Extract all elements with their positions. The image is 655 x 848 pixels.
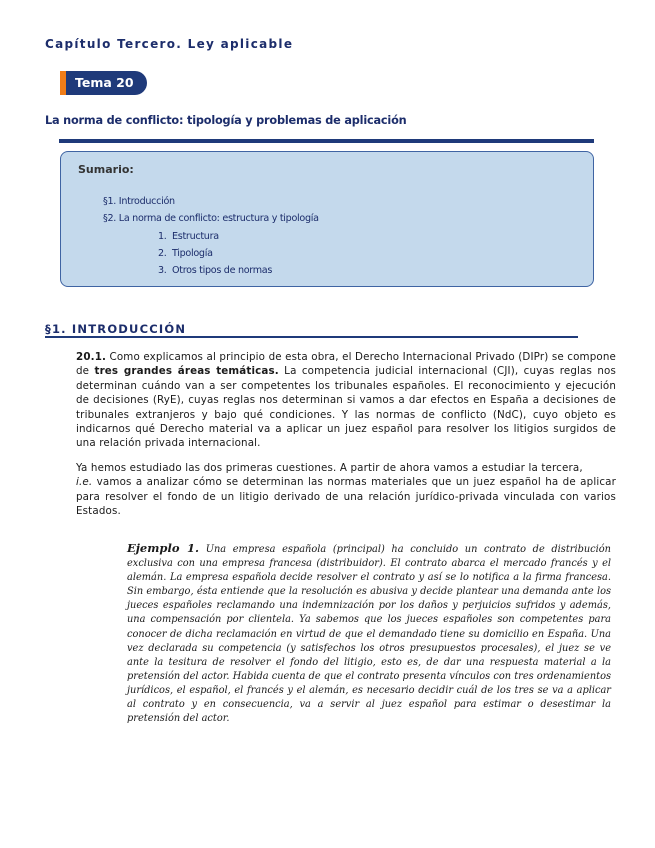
example-1: [127, 541, 611, 726]
chapter-title: Capítulo Tercero. Ley aplicable: [45, 37, 294, 51]
toc-subitem-label: Tipología: [172, 248, 213, 259]
paragraph-number: 20.1.: [76, 351, 107, 363]
paragraph-text: La competencia judicial internacional (CJI), cuyas reglas nos determinan cuándo van a ser competentes los tribunales españoles. El reconocimiento y ejecución de decisiones (RyE), cuyas reglas nos determinan si vamos a dar efectos en España a decisiones de tribunales extranjeros y bajo qué condiciones. Y las normas de conflicto (NdC), cuyo objeto es indicarnos qué Derecho material va a aplicar un juez español para resolver los litigios surgidos de una relación privada internacional.: [76, 365, 616, 450]
toc-subitem-label: Estructura: [172, 231, 219, 242]
toc-subitem-number: 1.: [158, 231, 167, 242]
example-text: Una empresa española (principal) ha concluido un contrato de distribución exclusiva con una empresa francesa (distribuidor). El contrato abarca el mercado francés y el alemán. La empresa española decide resolver el contrato y así se lo notifica a la firma francesa. Sin embargo, ésta entiende que la resolución es abusiva y decide plantear una demanda ante los jueces españoles reclamando una indemnización por los daños y perjuicios sufridos y además, una compensación por clientela. Ya sabemos que los jueces españoles son competentes para conocer de dicha reclamación en virtud de que el demandado tiene su domicilio en España. Una vez declarada su competencia (y satisfechos los otros presupuestos procesales), el juez se ve ante la tesitura de resolver el fondo del litigio, esto es, de dar una respuesta material a la pretensión del actor. Habida cuenta de que el contrato presenta vínculos con tres ordenamientos jurídicos, el español, el francés y el alemán, es necesario decidir cuál de los tres se va a aplicar al contrato y en consecuencia, va a servir al juez español para estimar o desestimar la pretensión del actor.: [127, 544, 611, 725]
paragraph-italic-ie: i.e.: [76, 476, 93, 489]
paragraph-text: Ya hemos estudiado las dos primeras cuestiones. A partir de ahora vamos a estudiar la tercera,: [76, 462, 583, 474]
paragraph-text: vamos a analizar cómo se determinan las normas materiales que un juez español ha de aplicar para resolver el fondo de un litigio derivado de una relación jurídico-privada vinculada con varios Estados.: [76, 476, 616, 518]
topic-title: La norma de conflicto: tipología y problemas de aplicación: [45, 114, 407, 127]
toc-subitem-number: 3.: [158, 265, 167, 276]
summary-box: [60, 151, 594, 287]
toc-item-introduccion[interactable]: §1. Introducción: [103, 196, 175, 207]
toc-subitem-otros-tipos[interactable]: [158, 265, 272, 276]
paragraph-bold-text: tres grandes áreas temáticas.: [94, 365, 279, 378]
title-divider: [59, 139, 594, 143]
paragraph-second: [76, 461, 616, 519]
section-heading-introduccion: §1. INTRODUCCIÓN: [45, 322, 578, 338]
paragraph-20-1: [76, 350, 616, 451]
toc-subitem-tipologia[interactable]: [158, 248, 213, 259]
tema-badge: Tema 20: [60, 71, 147, 95]
toc-subitem-number: 2.: [158, 248, 167, 259]
toc-subitem-estructura[interactable]: [158, 231, 219, 242]
example-title: Ejemplo 1.: [127, 541, 200, 555]
toc-item-norma-conflicto[interactable]: §2. La norma de conflicto: estructura y tipología: [103, 213, 319, 224]
paragraph-text: Como explicamos al principio de esta obra, el Derecho Internacional Privado (DIPr) se compone de: [76, 351, 616, 378]
toc-subitem-label: Otros tipos de normas: [172, 265, 273, 276]
summary-heading: Sumario:: [78, 163, 134, 176]
